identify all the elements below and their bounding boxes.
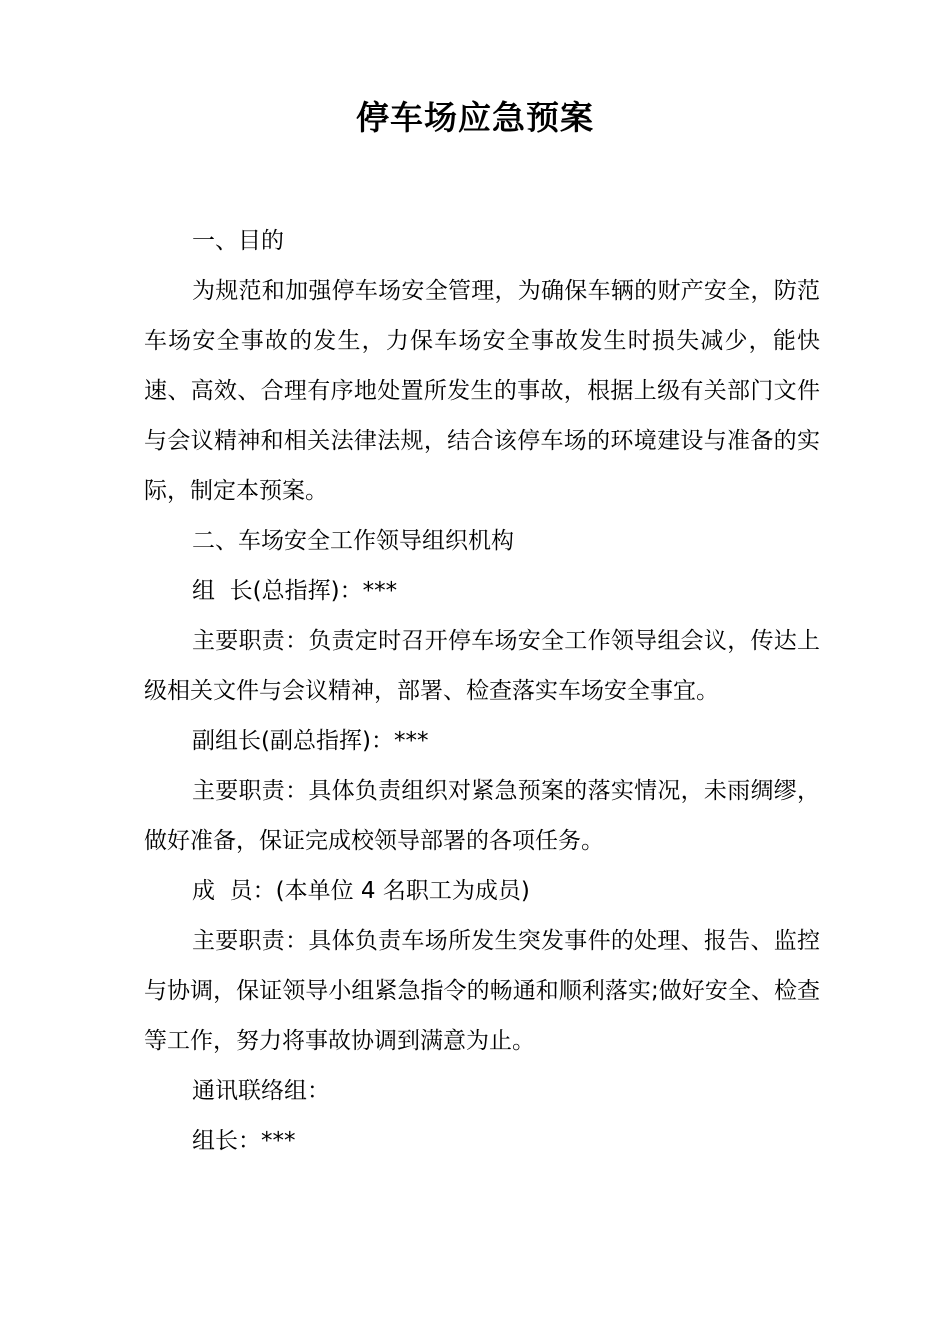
communication-group-heading: 通讯联络组： <box>192 1078 330 1104</box>
section-heading-purpose: 一、目的 <box>192 228 284 254</box>
deputy-leader-duties: 主要职责：具体负责组织对紧急预案的落实情况，未雨绸缪，做好准备，保证完成校领导部署的各项任务。 <box>144 778 820 854</box>
members-duties: 主要职责：具体负责车场所发生突发事件的处理、报告、监控与协调，保证领导小组紧急指令的畅通和顺利落实;做好安全、检查等工作，努力将事故协调到满意为止。 <box>144 928 820 1054</box>
members-line: 成 员：(本单位 4 名职工为成员) <box>192 878 530 904</box>
communication-group-leader-line: 组长：*** <box>192 1128 296 1154</box>
document-body <box>144 216 820 1166</box>
section-heading-organization: 二、车场安全工作领导组织机构 <box>192 528 514 554</box>
paragraph-purpose: 为规范和加强停车场安全管理，为确保车辆的财产安全，防范车场安全事故的发生，力保车场安全事故发生时损失减少，能快速、高效、合理有序地处置所发生的事故，根据上级有关部门文件与会议精神和相关法律法规，结合该停车场的环境建设与准备的实际，制定本预案。 <box>144 278 820 504</box>
deputy-leader-line: 副组长(副总指挥)：*** <box>192 728 429 754</box>
team-leader-duties: 主要职责：负责定时召开停车场安全工作领导组会议，传达上级相关文件与会议精神，部署、检查落实车场安全事宜。 <box>144 628 820 704</box>
team-leader-line: 组 长(总指挥)：*** <box>192 578 398 604</box>
document-title: 停车场应急预案 <box>356 98 594 137</box>
